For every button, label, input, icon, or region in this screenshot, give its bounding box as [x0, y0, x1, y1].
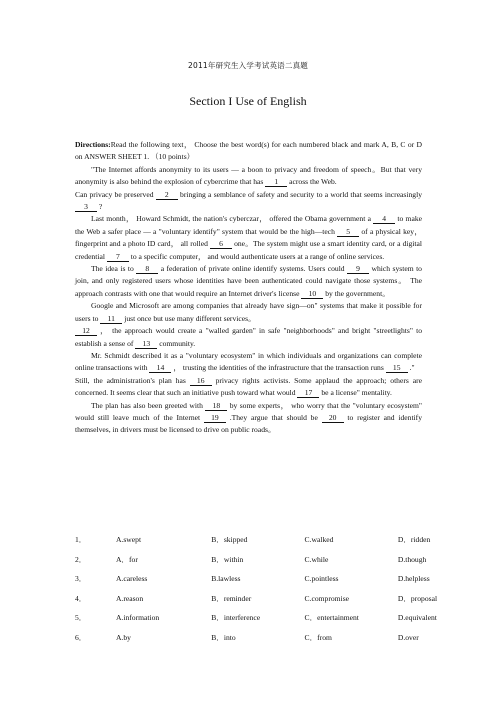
- blank-16: 16: [190, 376, 212, 386]
- question-number: 6．: [75, 632, 87, 642]
- option-row: [75, 550, 455, 570]
- option-b: B．skipped: [211, 535, 248, 545]
- blank-19: 19: [204, 413, 226, 423]
- text-run: Can privacy be preserved: [75, 189, 156, 199]
- question-number: 4．: [75, 593, 87, 603]
- text-run: Google and Microsoft are among companies that already have sign—on" systems that make it possible for users to: [75, 301, 422, 323]
- blank-14: 14: [149, 363, 171, 373]
- option-row: [75, 589, 455, 609]
- text-run: by some experts， who worry that the "voluntary ecosystem" would still leave much of the Internet: [75, 400, 423, 422]
- blank-5: 5: [337, 227, 359, 237]
- option-c: C．from: [304, 632, 332, 642]
- option-d: D．ridden: [397, 535, 431, 545]
- answer-options: [75, 530, 455, 647]
- option-row: [75, 530, 455, 550]
- paragraph-1: [75, 164, 422, 189]
- option-d: D.helpless: [397, 574, 430, 584]
- text-run: The plan has also been greeted with: [91, 400, 206, 410]
- text-run: to a specific computer， and would authenticate users at a range of online services.: [128, 251, 385, 261]
- option-c: C.pointless: [304, 574, 339, 584]
- blank-15: 15: [386, 363, 408, 373]
- text-run: bringing a semblance of safety and security to a world that seems increasingly: [177, 189, 422, 199]
- blank-18: 18: [205, 401, 227, 411]
- option-a: A.by: [115, 632, 131, 642]
- text-run: Still, the administration's plan has: [75, 375, 190, 385]
- blank-4: 4: [373, 214, 395, 224]
- blank-7: 7: [107, 252, 129, 262]
- text-run: to make the Web a safer place — a "voluntary identify" system that would be the high—tech: [75, 214, 422, 236]
- option-a: A．for: [115, 554, 138, 564]
- text-run: "The Internet affords anonymity to its users — a boon to privacy and freedom of speech。But that very anonymity is also behind the explosion of cybercrime that has: [75, 164, 422, 187]
- option-b: B．interference: [211, 613, 261, 623]
- blank-1: 1: [265, 177, 287, 187]
- text-run: The idea is to: [91, 264, 137, 274]
- paragraph-5: [75, 300, 422, 325]
- text-run: privacy rights activists. Some applaud the approach; others are concerned. It seems clear that such an initiative push toward what would: [75, 375, 422, 398]
- blank-10: 10: [301, 289, 323, 299]
- paragraph-4: [75, 263, 422, 300]
- question-number: 1．: [75, 535, 87, 545]
- text-run: .": [407, 363, 415, 373]
- text-run: be a license" mentality.: [319, 388, 392, 398]
- option-d: D.over: [397, 632, 419, 642]
- text-run: by the government。: [323, 288, 390, 298]
- paragraph-3: [75, 213, 422, 263]
- question-number: 5．: [75, 613, 87, 623]
- question-number: 2．: [75, 554, 87, 564]
- text-run: across the Web.: [287, 177, 337, 187]
- option-b: B．within: [211, 554, 244, 564]
- option-a: A.swept: [115, 535, 142, 545]
- blank-11: 11: [100, 314, 122, 324]
- option-c: C.walked: [304, 535, 334, 545]
- text-run: to register and identify themselves, in drivers must be licensed to drive on public roads。: [75, 412, 422, 435]
- option-a: A.careless: [115, 574, 148, 584]
- option-c: C.compromise: [304, 593, 350, 603]
- text-run: ?: [97, 202, 103, 212]
- passage-body: [75, 139, 422, 437]
- option-row: [75, 628, 455, 648]
- text-run: Mr. Schmidt described it as a "voluntary ecosystem" in which individuals and organizations can complete online transactions with: [75, 350, 422, 373]
- blank-3: 3: [75, 202, 97, 212]
- text-run: a federation of private online identify systems. Users could: [158, 264, 348, 274]
- blank-12: 12: [75, 326, 97, 336]
- text-run: .They argue that should be: [225, 412, 322, 422]
- directions-text: Read the following text， Choose the best word(s) for each numbered black and mark A, B, C or D on ANSWER SHEET 1. （10 points）: [75, 140, 422, 162]
- text-run: ， trusting the identities of the infrastructure that the transaction runs: [171, 363, 386, 373]
- text-run: just once but use many different services。: [122, 313, 256, 323]
- option-d: D.equivalent: [397, 613, 437, 623]
- paragraph-6: [75, 325, 422, 350]
- option-c: C.while: [304, 554, 329, 564]
- blank-2: 2: [156, 190, 178, 200]
- blank-20: 20: [322, 413, 344, 423]
- directions: [75, 139, 422, 164]
- paragraph-8: [75, 375, 422, 400]
- text-run: Last month， Howard Schmidt, the nation's cyberczar， offered the Obama government a: [91, 214, 374, 224]
- option-b: B．into: [211, 632, 236, 642]
- document-title: 2011年研究生入学考试英语二真题: [188, 61, 308, 70]
- text-run: community.: [157, 338, 196, 348]
- option-d: D．proposal: [397, 593, 438, 603]
- option-a: A.reason: [115, 593, 144, 603]
- option-d: D.though: [397, 554, 427, 564]
- option-a: A.information: [115, 613, 160, 623]
- directions-label: Directions:: [75, 140, 111, 149]
- option-c: C．entertainment: [304, 613, 359, 623]
- option-row: [75, 608, 455, 628]
- text-run: of a physical key， fingerprint and a photo ID card， all rolled: [75, 226, 422, 249]
- blank-13: 13: [135, 339, 157, 349]
- option-row: [75, 569, 455, 589]
- blank-6: 6: [210, 239, 232, 249]
- paragraph-2: [75, 189, 422, 214]
- paragraph-9: [75, 400, 422, 437]
- paragraph-7: [75, 350, 422, 375]
- section-heading: Section I Use of English: [189, 94, 307, 108]
- blank-9: 9: [347, 264, 369, 274]
- text-run: one。The system might use a smart identity card, or a digital credential: [75, 239, 422, 261]
- blank-8: 8: [136, 264, 158, 274]
- blank-17: 17: [297, 388, 319, 398]
- option-b: B.lawless: [211, 574, 241, 584]
- text-run: which system to join, and only registered users whose identities have been authenticated could navigate those systems。 The approach contrasts with one that would require an Internet driver's license: [75, 264, 422, 298]
- option-b: B．reminder: [211, 593, 252, 603]
- question-number: 3．: [75, 574, 87, 584]
- text-run: ， the approach would create a "walled garden" in safe "neighborhoods" and bright "streetlights" to establish a sense of: [75, 326, 422, 348]
